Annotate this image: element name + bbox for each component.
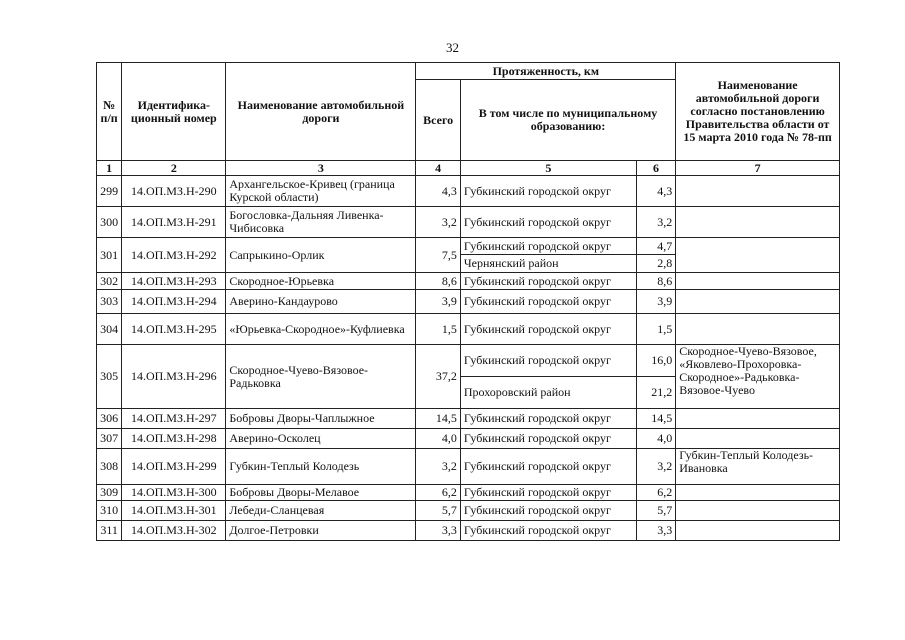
column-number: 7 <box>676 161 840 176</box>
road-name: Скородное-Юрьевка <box>226 273 416 290</box>
old-road-name <box>676 409 840 429</box>
old-road-name <box>676 238 840 273</box>
road-identifier: 14.ОП.МЗ.Н-302 <box>122 521 226 541</box>
municipality-length: 2,8 <box>636 255 675 273</box>
old-road-name <box>676 521 840 541</box>
municipality: Чернянский район <box>460 255 636 273</box>
header-old-name: Наименование автомобильной дороги согласно постановлению Правительства области от 15 марта 2010 года № 78-пп <box>676 63 840 161</box>
table-row <box>97 345 840 377</box>
old-road-name <box>676 207 840 238</box>
municipality: Губкинский городской округ <box>460 429 636 449</box>
row-number: 308 <box>97 449 122 485</box>
row-number: 307 <box>97 429 122 449</box>
municipality: Губкинский городской округ <box>460 314 636 345</box>
roads-table <box>96 62 840 541</box>
road-name: Архангельское-Кривец (граница Курской области) <box>226 176 416 207</box>
road-name: Лебеди-Сланцевая <box>226 501 416 521</box>
total-length: 6,2 <box>416 485 460 501</box>
municipality-length: 8,6 <box>636 273 675 290</box>
municipality: Губкинский городской округ <box>460 238 636 255</box>
table-row <box>97 314 840 345</box>
row-number: 304 <box>97 314 122 345</box>
total-length: 3,2 <box>416 207 460 238</box>
row-number: 299 <box>97 176 122 207</box>
row-number: 300 <box>97 207 122 238</box>
municipality: Губкинский городской округ <box>460 449 636 485</box>
table-row <box>97 485 840 501</box>
row-number: 301 <box>97 238 122 273</box>
old-road-name: Скородное-Чуево-Вязовое, «Яковлево-Прохоровка-Скородное»-Радьковка-Вязовое-Чуево <box>676 345 840 409</box>
road-name: Долгое-Петровки <box>226 521 416 541</box>
municipality-length: 14,5 <box>636 409 675 429</box>
total-length: 1,5 <box>416 314 460 345</box>
total-length: 4,3 <box>416 176 460 207</box>
road-identifier: 14.ОП.МЗ.Н-293 <box>122 273 226 290</box>
municipality: Губкинский городской округ <box>460 290 636 314</box>
municipality-length: 1,5 <box>636 314 675 345</box>
row-number: 310 <box>97 501 122 521</box>
road-identifier: 14.ОП.МЗ.Н-294 <box>122 290 226 314</box>
municipality-length: 4,0 <box>636 429 675 449</box>
municipality: Губкинский городской округ <box>460 485 636 501</box>
road-name: Губкин-Теплый Колодезь <box>226 449 416 485</box>
municipality-length: 3,9 <box>636 290 675 314</box>
header-by-municipality: В том числе по муниципальному образованию: <box>460 80 675 161</box>
total-length: 3,3 <box>416 521 460 541</box>
municipality-length: 5,7 <box>636 501 675 521</box>
header-number: № п/п <box>97 63 122 161</box>
old-road-name <box>676 290 840 314</box>
total-length: 37,2 <box>416 345 460 409</box>
table-row <box>97 207 840 238</box>
road-name: Богословка-Дальняя Ливенка-Чибисовка <box>226 207 416 238</box>
table-body <box>97 176 840 541</box>
road-identifier: 14.ОП.МЗ.Н-301 <box>122 501 226 521</box>
total-length: 14,5 <box>416 409 460 429</box>
old-road-name <box>676 501 840 521</box>
road-identifier: 14.ОП.МЗ.Н-297 <box>122 409 226 429</box>
road-name: Аверино-Осколец <box>226 429 416 449</box>
municipality-length: 6,2 <box>636 485 675 501</box>
road-name: Аверино-Кандаурово <box>226 290 416 314</box>
row-number: 306 <box>97 409 122 429</box>
municipality: Губкинский городской округ <box>460 501 636 521</box>
old-road-name <box>676 273 840 290</box>
header-length-group: Протяженность, км <box>416 63 676 80</box>
row-number: 305 <box>97 345 122 409</box>
road-identifier: 14.ОП.МЗ.Н-291 <box>122 207 226 238</box>
municipality: Прохоровский район <box>460 377 636 409</box>
road-name: Сапрыкино-Орлик <box>226 238 416 273</box>
table-row <box>97 429 840 449</box>
column-number: 6 <box>636 161 675 176</box>
municipality-length: 4,3 <box>636 176 675 207</box>
page-number: 32 <box>446 40 459 55</box>
table-row <box>97 176 840 207</box>
road-name: Бобровы Дворы-Чаплыжное <box>226 409 416 429</box>
row-number: 302 <box>97 273 122 290</box>
municipality-length: 3,2 <box>636 207 675 238</box>
total-length: 8,6 <box>416 273 460 290</box>
header-total: Всего <box>416 80 460 161</box>
table-row <box>97 273 840 290</box>
old-road-name <box>676 176 840 207</box>
municipality-length: 4,7 <box>636 238 675 255</box>
header-road-name: Наименование автомобильной дороги <box>226 63 416 161</box>
table-row <box>97 449 840 485</box>
column-number: 5 <box>460 161 636 176</box>
road-name: Скородное-Чуево-Вязовое-Радьковка <box>226 345 416 409</box>
total-length: 5,7 <box>416 501 460 521</box>
municipality-length: 16,0 <box>636 345 675 377</box>
table-row <box>97 521 840 541</box>
municipality: Губкинский городской округ <box>460 409 636 429</box>
road-name: Бобровы Дворы-Мелавое <box>226 485 416 501</box>
row-number: 311 <box>97 521 122 541</box>
old-road-name <box>676 429 840 449</box>
column-number: 3 <box>226 161 416 176</box>
row-number: 309 <box>97 485 122 501</box>
road-identifier: 14.ОП.МЗ.Н-292 <box>122 238 226 273</box>
column-number: 4 <box>416 161 460 176</box>
header-identifier: Идентифика-ционный номер <box>122 63 226 161</box>
road-identifier: 14.ОП.МЗ.Н-290 <box>122 176 226 207</box>
column-number: 2 <box>122 161 226 176</box>
road-identifier: 14.ОП.МЗ.Н-296 <box>122 345 226 409</box>
road-identifier: 14.ОП.МЗ.Н-299 <box>122 449 226 485</box>
row-number: 303 <box>97 290 122 314</box>
municipality: Губкинский городской округ <box>460 345 636 377</box>
road-name: «Юрьевка-Скородное»-Куфлиевка <box>226 314 416 345</box>
road-identifier: 14.ОП.МЗ.Н-295 <box>122 314 226 345</box>
table-row <box>97 238 840 255</box>
municipality-length: 21,2 <box>636 377 675 409</box>
municipality-length: 3,2 <box>636 449 675 485</box>
total-length: 7,5 <box>416 238 460 273</box>
road-identifier: 14.ОП.МЗ.Н-300 <box>122 485 226 501</box>
table-row <box>97 290 840 314</box>
table-row <box>97 409 840 429</box>
column-number: 1 <box>97 161 122 176</box>
municipality-length: 3,3 <box>636 521 675 541</box>
municipality: Губкинский городской округ <box>460 521 636 541</box>
municipality: Губкинский городской округ <box>460 207 636 238</box>
road-identifier: 14.ОП.МЗ.Н-298 <box>122 429 226 449</box>
municipality: Губкинский городской округ <box>460 273 636 290</box>
old-road-name <box>676 314 840 345</box>
municipality: Губкинский городской округ <box>460 176 636 207</box>
total-length: 3,2 <box>416 449 460 485</box>
old-road-name <box>676 485 840 501</box>
old-road-name: Губкин-Теплый Колодезь-Ивановка <box>676 449 840 485</box>
table-row <box>97 501 840 521</box>
total-length: 4,0 <box>416 429 460 449</box>
total-length: 3,9 <box>416 290 460 314</box>
